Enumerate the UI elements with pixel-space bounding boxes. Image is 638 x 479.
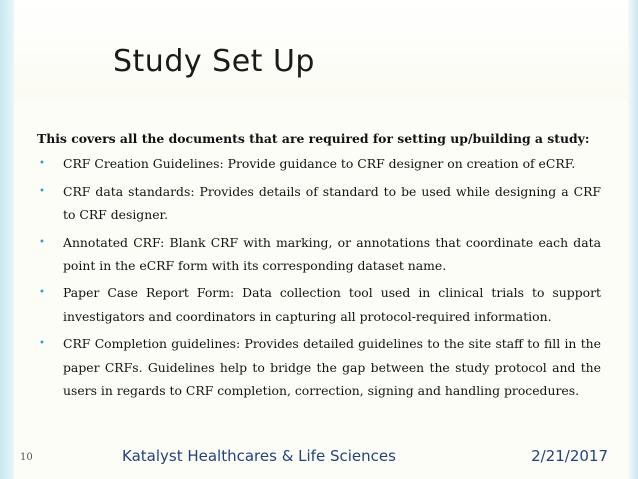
footer-organization: Katalyst Healthcares & Life Sciences (122, 447, 396, 465)
slide-content (37, 127, 601, 406)
footer-date: 2/21/2017 (531, 447, 608, 465)
bullet-text: CRF Creation Guidelines: Provide guidance to CRF designer on creation of eCRF. (63, 156, 576, 172)
intro-text: This covers all the documents that are required for setting up/building a study: (37, 131, 590, 146)
bullet-icon: • (39, 185, 45, 197)
bullet-text: Paper Case Report Form: Data collection tool used in clinical trials to support investigators and coordinators in capturing all protocol-required information. (63, 285, 601, 324)
bullet-item (37, 281, 601, 328)
bullet-icon: • (39, 158, 45, 170)
slide-footer (0, 447, 638, 471)
bullet-item (37, 332, 601, 402)
bullet-item (37, 152, 601, 175)
bullet-icon: • (39, 236, 45, 248)
bullet-item (37, 231, 601, 278)
bullet-text: CRF Completion guidelines: Provides detailed guidelines to the site staff to fill in the paper CRFs. Guidelines help to bridge the gap between the study protocol and the users in regards to CRF completion, correction, signing and handling procedures. (63, 336, 601, 399)
bullet-text: Annotated CRF: Blank CRF with marking, or annotations that coordinate each data point in the eCRF form with its corresponding dataset name. (63, 234, 601, 274)
bullet-icon: • (39, 287, 45, 299)
title-band (0, 0, 638, 100)
bullet-list (37, 152, 601, 402)
bullet-text: CRF data standards: Provides details of standard to be used while designing a CRF to CRF designer. (63, 183, 601, 223)
bullet-icon: • (39, 338, 45, 350)
slide-title: Study Set Up (113, 44, 315, 79)
left-decorative-bar (0, 0, 14, 479)
bullet-item (37, 180, 601, 227)
right-decorative-bar (628, 0, 638, 479)
page-number: 10 (20, 452, 33, 463)
